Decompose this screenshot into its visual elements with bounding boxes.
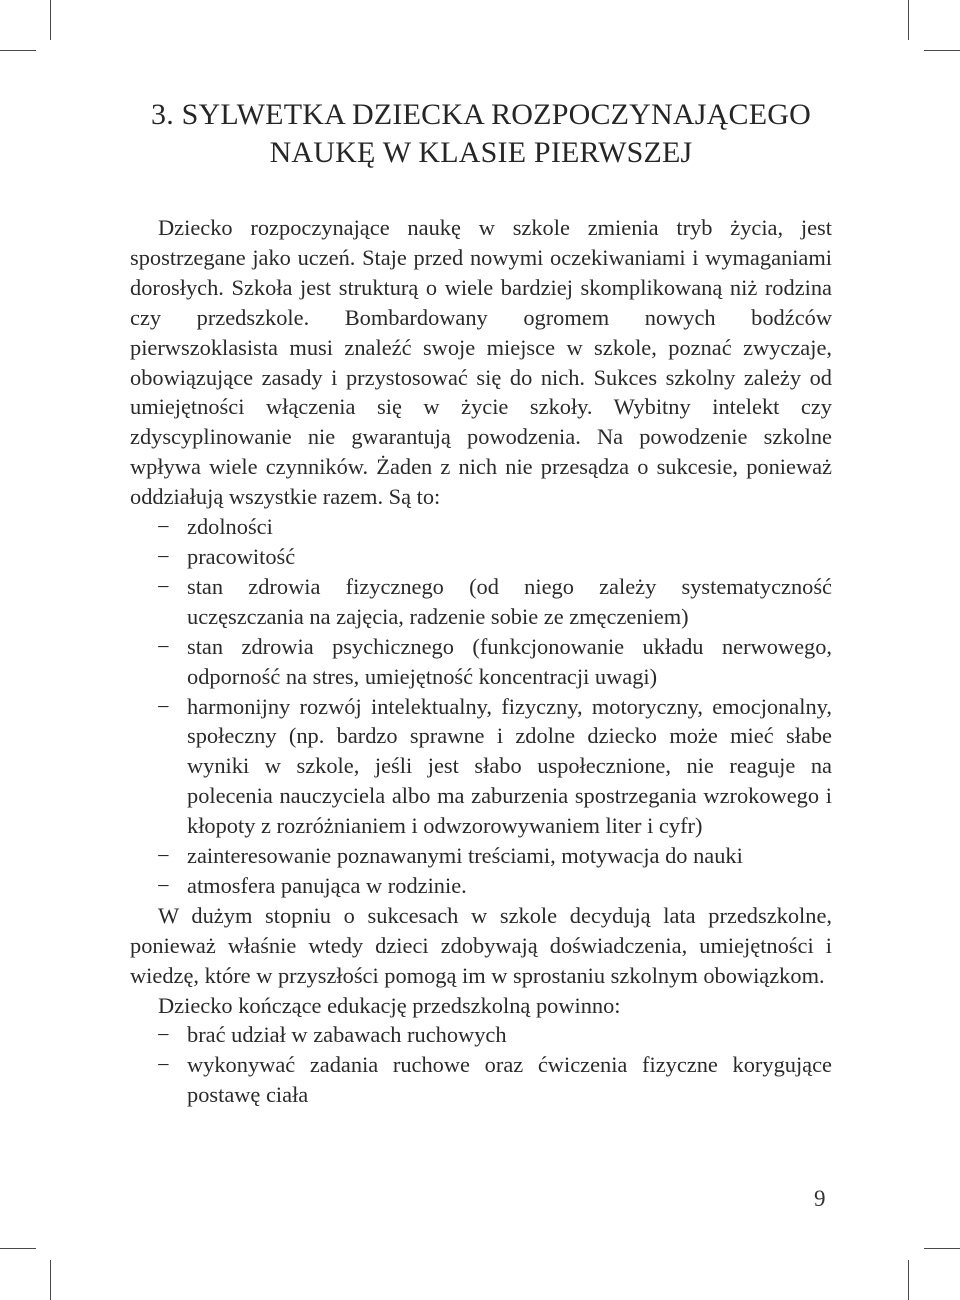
crop-mark	[924, 50, 960, 51]
list-item-text: stan zdrowia fizycznego (od niego zależy systematyczność uczęszczania na zajęcia, radzenie sobie ze zmęczeniem)	[187, 573, 832, 629]
chapter-heading-line2: NAUKĘ W KLASIE PIERWSZEJ	[269, 136, 693, 169]
crop-mark	[0, 1248, 36, 1249]
list-item-text: stan zdrowia psychicznego (funkcjonowanie układu nerwowego, odporność na stres, umiejętność koncentracji uwagi)	[187, 633, 832, 689]
dash-bullet: −	[157, 843, 170, 869]
dash-bullet: −	[157, 514, 170, 540]
crop-mark	[908, 1260, 909, 1300]
dash-bullet: −	[157, 1052, 170, 1078]
chapter-heading-line1: 3. SYLWETKA DZIECKA ROZPOCZYNAJĄCEGO	[151, 98, 811, 131]
dash-bullet: −	[157, 693, 170, 719]
preschool-paragraph: W dużym stopniu o sukcesach w szkole decydują lata przedszkolne, ponieważ właśnie wtedy dzieci zdobywają doświadczenia, umiejętności i wiedzę, które w przyszłości pomogą im w sprostaniu szkolnym obowiązkom.	[130, 902, 832, 988]
dash-bullet: −	[157, 573, 170, 599]
list-item-text: zdolności	[187, 514, 273, 540]
crop-mark	[908, 0, 909, 40]
list-item-text: atmosfera panująca w rodzinie.	[187, 872, 467, 898]
list-item	[130, 512, 832, 542]
list-item-text: brać udział w zabawach ruchowych	[187, 1022, 507, 1048]
list-item	[130, 542, 832, 572]
list-item	[130, 692, 832, 842]
chapter-body	[130, 213, 832, 1110]
dash-bullet: −	[157, 1022, 170, 1048]
list-item-text: wykonywać zadania ruchowe oraz ćwiczenia fizyczne korygujące postawę ciała	[187, 1052, 832, 1108]
list-item	[130, 572, 832, 632]
crop-mark	[50, 1260, 51, 1300]
dash-bullet: −	[157, 543, 170, 569]
list-item-text: pracowitość	[187, 543, 296, 569]
requirements-intro: Dziecko kończące edukację przedszkolną powinno:	[158, 992, 621, 1018]
skills-list	[130, 1020, 832, 1110]
page-number: 9	[814, 1186, 826, 1211]
list-item	[130, 1050, 832, 1110]
crop-mark	[924, 1248, 960, 1249]
chapter-heading	[130, 96, 832, 172]
dash-bullet: −	[157, 633, 170, 659]
dash-bullet: −	[157, 872, 170, 898]
success-factors-list	[130, 512, 832, 901]
intro-paragraph: Dziecko rozpoczynające naukę w szkole zmienia tryb życia, jest spostrzegane jako uczeń. Staje przed nowymi oczekiwaniami i wymaganiami dorosłych. Szkoła jest strukturą o wiele bardziej skomplikowaną niż rodzina czy przedszkole. Bombardowany ogromem nowych bodźców pierwszoklasista musi znaleźć swoje miejsce w szkole, poznać zwyczaje, obowiązujące zasady i przystosować się do nich. Sukces szkolny zależy od umiejętności włączenia się w życie szkoły. Wybitny intelekt czy zdyscyplinowanie nie gwarantują powodzenia. Na powodzenie szkolne wpływa wiele czynników. Żaden z nich nie przesądza o sukcesie, ponieważ oddziałują wszystkie razem. Są to:	[130, 215, 832, 510]
list-item	[130, 1020, 832, 1050]
crop-mark	[0, 50, 36, 51]
list-item	[130, 871, 832, 901]
list-item-text: zainteresowanie poznawanymi treściami, motywacja do nauki	[187, 843, 743, 869]
list-item	[130, 841, 832, 871]
crop-mark	[50, 0, 51, 40]
list-item	[130, 632, 832, 692]
document-page	[130, 96, 832, 1110]
list-item-text: harmonijny rozwój intelektualny, fizyczny, motoryczny, emocjonalny, społeczny (np. bardzo sprawne i zdolne dziecko może mieć słabe wyniki w szkole, jeśli jest słabo uspołecznione, nie reaguje na polecenia nauczyciela albo ma zaburzenia spostrzegania wzrokowego i kłopoty z rozróżnianiem i odwzorowywaniem liter i cyfr)	[187, 693, 832, 839]
